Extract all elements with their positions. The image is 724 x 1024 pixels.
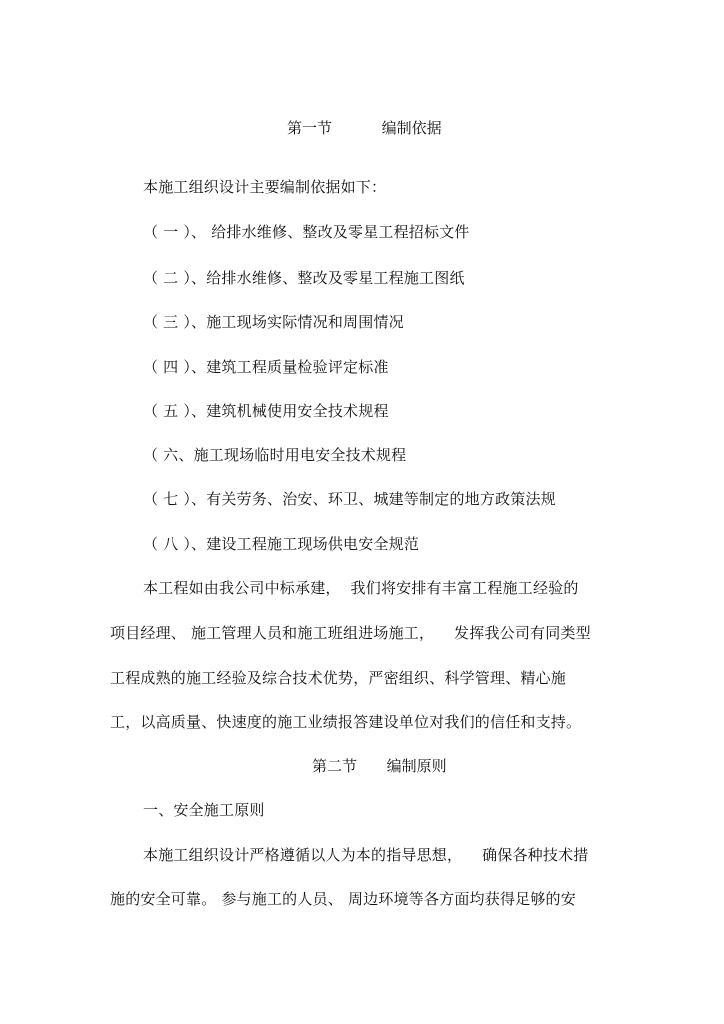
commitment-line: 工程成熟的施工经验及综合技术优势，严密组织、科学管理、精心施 — [110, 669, 567, 687]
commitment-line: 项目经理、 施工管理人员和施工班组进场施工， 发挥我公司有同类型 — [110, 624, 591, 642]
basis-item: （ 三 ）、施工现场实际情况和周围情况 — [143, 313, 404, 331]
section-1-heading — [287, 118, 442, 138]
section-2-title: 编制原则 — [386, 757, 447, 775]
basis-item: （ 四 ）、建筑工程质量检验评定标准 — [143, 358, 389, 376]
basis-item: （ 二 ）、给排水维修、整改及零星工程施工图纸 — [143, 269, 465, 287]
principle-line: 施的安全可靠。 参与施工的人员、 周边环境等各方面均获得足够的安 — [110, 890, 576, 908]
intro-paragraph: 本施工组织设计主要编制依据如下： — [143, 178, 387, 196]
section-1-number: 第一节 — [287, 119, 333, 137]
principle-heading: 一、安全施工原则 — [143, 801, 265, 819]
section-2-number: 第二节 — [312, 757, 358, 775]
basis-item: （ 六、施工现场临时用电安全技术规程 — [143, 446, 407, 464]
commitment-line: 工，以高质量、快速度的施工业绩报答建设单位对我们的信任和支持。 — [110, 713, 582, 731]
basis-item: （ 一 ）、 给排水维修、整改及零星工程招标文件 — [143, 223, 470, 241]
basis-item: （ 七 ）、有关劳务、治安、环卫、城建等制定的地方政策法规 — [143, 490, 556, 508]
commitment-line: 本工程如由我公司中标承建， 我们将安排有丰富工程施工经验的 — [143, 579, 579, 597]
basis-item: （ 五 ）、建筑机械使用安全技术规程 — [143, 402, 389, 420]
principle-line: 本施工组织设计严格遵循以人为本的指导思想， 确保各种技术措 — [143, 846, 589, 864]
section-1-title: 编制依据 — [381, 119, 442, 137]
section-2-heading — [312, 756, 447, 776]
basis-item: （ 八 ）、建设工程施工现场供电安全规范 — [143, 535, 420, 553]
